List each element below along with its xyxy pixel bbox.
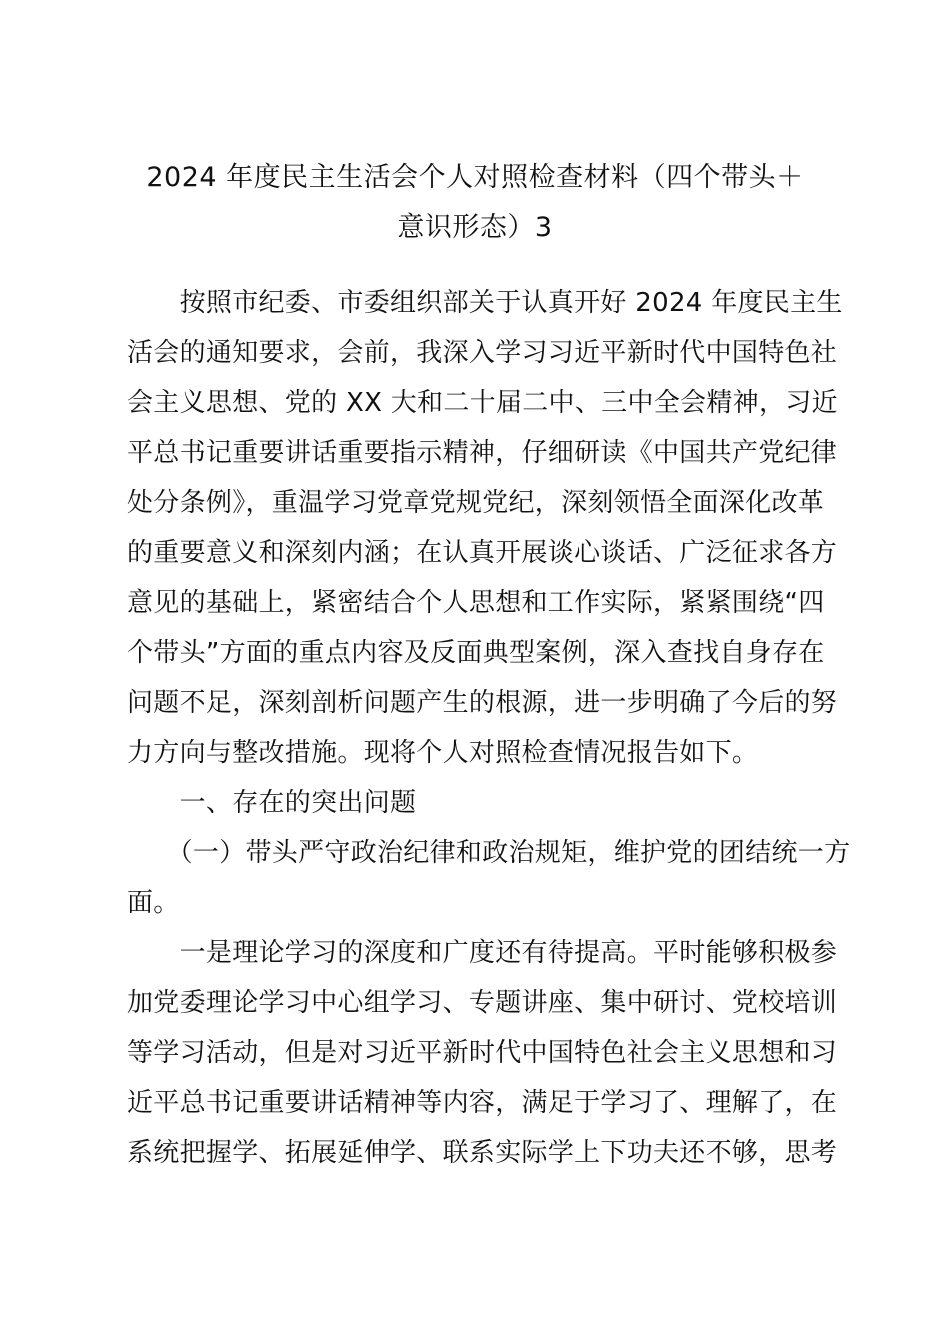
paragraph-line: 处分条例》，重温学习党章党规党纪，深刻领悟全面深化改革 [127,488,825,518]
subsection-heading-line: 面。 [127,888,180,918]
paragraph-line: 活会的通知要求，会前，我深入学习习近平新时代中国特色社 [127,338,838,368]
paragraph-line: 个带头”方面的重点内容及反面典型案例，深入查找自身存在 [127,638,825,668]
section-heading: 一、存在的突出问题 [127,788,417,818]
paragraph-line: 按照市纪委、市委组织部关于认真开好 2024 年度民主生 [127,288,843,318]
paragraph-line: 等学习活动，但是对习近平新时代中国特色社会主义思想和习 [127,1038,838,1068]
paragraph-line: 一是理论学习的深度和广度还有待提高。平时能够积极参 [127,938,838,968]
paragraph-line: 系统把握学、拓展延伸学、联系实际学上下功夫还不够，思考 [127,1138,838,1168]
subsection-heading-line: （一）带头严守政治纪律和政治规矩，维护党的团结统一方 [127,838,851,868]
paragraph-line: 问题不足，深刻剖析问题产生的根源，进一步明确了今后的努 [127,688,838,718]
paragraph-line: 加党委理论学习中心组学习、专题讲座、集中研讨、党校培训 [127,988,838,1018]
paragraph-line: 平总书记重要讲话重要指示精神，仔细研读《中国共产党纪律 [127,438,838,468]
paragraph-line: 力方向与整改措施。现将个人对照检查情况报告如下。 [127,738,759,768]
paragraph-line: 的重要意义和深刻内涵；在认真开展谈心谈话、广泛征求各方 [127,538,838,568]
document-title-line-1: 2024 年度民主生活会个人对照检查材料（四个带头＋ [146,162,804,193]
paragraph-line: 意见的基础上，紧密结合个人思想和工作实际，紧紧围绕“四 [127,588,825,618]
paragraph-line: 近平总书记重要讲话精神等内容，满足于学习了、理解了，在 [127,1088,838,1118]
document-title-line-2: 意识形态）3 [397,212,553,243]
paragraph-line: 会主义思想、党的 XX 大和二十届二中、三中全会精神，习近 [127,388,838,418]
